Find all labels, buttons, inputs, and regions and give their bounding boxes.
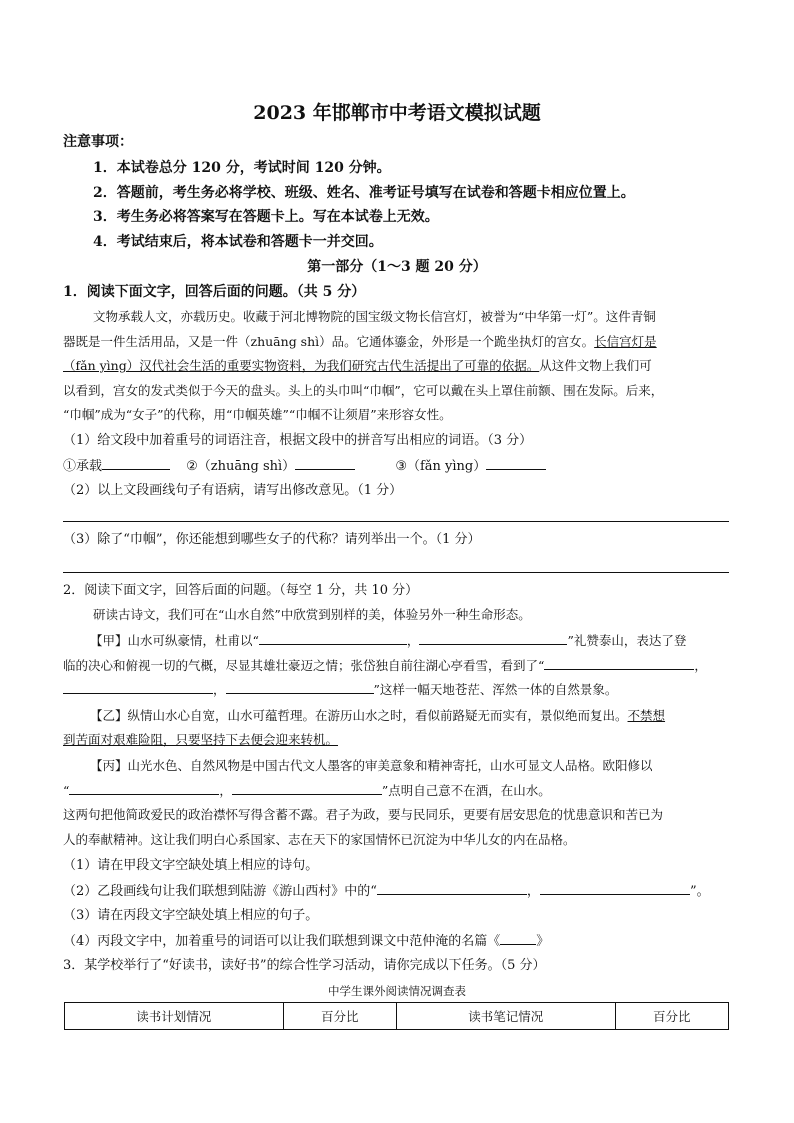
survey-table [64,1002,729,1030]
q2-bing-line: 【丙】山光水色、自然风物是中国古代文人墨客的审美意象和精神寄托，山水可显文人品格。欧阳修以 [90,758,653,773]
q2-sub4: （4）丙段文字中，加着重号的词语可以让我们联想到课文中范仲淹的名篇《 》 [63,934,550,949]
q1-passage-line: 以看到，宫女的发式类似于今天的盘头。头上的头巾叫“巾帼”，它可以戴在头上罩住前额、围在发际。后来， [63,383,664,398]
answer-blank[interactable] [63,681,213,694]
answer-blank[interactable] [486,457,546,470]
table-header-cell: 读书笔记情况 [396,1003,615,1030]
notes-heading: 注意事项： [63,134,133,150]
q2-yi-line: 【乙】纵情山水心自宽，山水可蕴哲理。在游历山水之时，看似前路疑无而实有，景似绝而复出。不禁想 [90,708,666,723]
q1-stem: 1．阅读下面文字，回答后面的问题。（共 5 分） [63,284,366,300]
answer-blank[interactable] [540,882,690,895]
answer-blank[interactable] [69,782,219,795]
answer-blank[interactable] [232,782,382,795]
q1-passage-line: “巾帼”成为“女子”的代称，用“巾帼英雄”“巾帼不让须眉”来形容女性。 [63,407,452,422]
note-item: 1．本试卷总分 120 分，考试时间 120 分钟。 [93,160,391,176]
q2-jia-line: ， ”这样一幅天地苍茫、浑然一体的自然景象。 [63,681,732,699]
underlined-sentence: （fǎn yìng）汉代社会生活的重要实物资料，为我们研究古代生活提出了可靠的依据。 [63,358,540,373]
part-heading: 第一部分（1～3 题 20 分） [307,259,487,275]
note-item: 4．考试结束后，将本试卷和答题卡一并交回。 [93,234,383,250]
answer-line[interactable] [63,521,729,522]
q2-intro: 研读古诗文，我们可在“山水自然”中欣赏到别样的美，体验另外一种生命形态。 [93,607,531,622]
q2-jia-line: 临的决心和俯视一切的气概，尽显其雄壮豪迈之情；张岱独自前往湖心亭看雪，看到了“ ， [63,658,707,673]
q1-passage-line: 器既是一件生活用品，又是一件（zhuāng shì）品。它通体鎏金，外形是一个跪坐执灯的宫女。长信宫灯是 [63,334,657,349]
q1-sub3: （3）除了“巾帼”，你还能想到哪些女子的代称？请列举出一个。（1 分） [63,532,481,547]
table-header-row [65,1003,729,1030]
answer-blank[interactable] [419,632,567,645]
q2-bing-line: “ ， ”点明自己意不在酒，在山水。 [63,783,551,798]
answer-blank[interactable] [377,882,527,895]
answer-blank[interactable] [500,932,536,945]
q2-yi-line [63,731,732,749]
q3-stem: 3．某学校举行了“好读书，读好书”的综合性学习活动，请你完成以下任务。（5 分） [63,958,546,973]
page-title: 2023 年邯郸市中考语文模拟试题 [253,102,541,124]
q2-jia-line: 【甲】山水可纵豪情，杜甫以“ ， ”礼赞泰山，表达了登 [90,633,687,648]
answer-blank[interactable] [295,457,355,470]
underlined-sentence: 不禁想 [627,708,666,723]
answer-line[interactable] [63,572,729,573]
q2-sub1: （1）请在甲段文字空缺处填上相应的诗句。 [63,858,319,873]
underlined-sentence: 到苦面对艰难险阻，只要坚持下去便会迎来转机。 [63,732,339,747]
q2-sub3: （3）请在丙段文字空缺处填上相应的句子。 [63,908,319,923]
note-item: 3．考生务必将答案写在答题卡上。写在本试卷上无效。 [93,209,439,225]
table-title: 中学生课外阅读情况调查表 [328,984,466,998]
q2-sub2: （2）乙段画线句让我们联想到陆游《游山西村》中的“ ， ”。 [63,884,710,899]
table-header-cell: 百分比 [615,1003,729,1030]
q2-stem: 2．阅读下面文字，回答后面的问题。（每空 1 分，共 10 分） [63,583,419,598]
answer-blank[interactable] [226,681,374,694]
q1-sub1: （1）给文段中加着重号的词语注音，根据文段中的拼音写出相应的词语。（3 分） [63,433,533,448]
answer-blank[interactable] [102,457,170,470]
q1-sub1-answers: ①承载 ②（zhuāng shì） ③（fǎn yìng） [63,457,732,476]
table-header-cell: 读书计划情况 [65,1003,284,1030]
q1-sub2: （2）以上文段画线句子有语病，请写出修改意见。（1 分） [63,483,403,498]
answer-blank[interactable] [544,657,694,670]
q1-passage-line: 文物承载人文，亦载历史。收藏于河北博物院的国宝级文物长信宫灯，被誉为“中华第一灯”。这件青铜 [93,309,656,324]
table-header-cell: 百分比 [283,1003,396,1030]
q1-passage-line: （fǎn yìng）汉代社会生活的重要实物资料，为我们研究古代生活提出了可靠的依据。从这件文物上我们可 [63,358,652,373]
underlined-sentence: 长信宫灯是 [594,334,657,349]
q2-bing-line: 人的奉献精神。这让我们明白心系国家、志在天下的家国情怀已沉淀为中华儿女的内在品格。 [63,832,576,847]
q2-bing-line: 这两句把他简政爱民的政治襟怀写得含蓄不露。君子为政，要与民同乐，更要有居安思危的忧患意识和苦已为 [63,807,664,822]
answer-blank[interactable] [259,632,407,645]
note-item: 2．答题前，考生务必将学校、班级、姓名、准考证号填写在试卷和答题卡相应位置上。 [93,185,635,201]
